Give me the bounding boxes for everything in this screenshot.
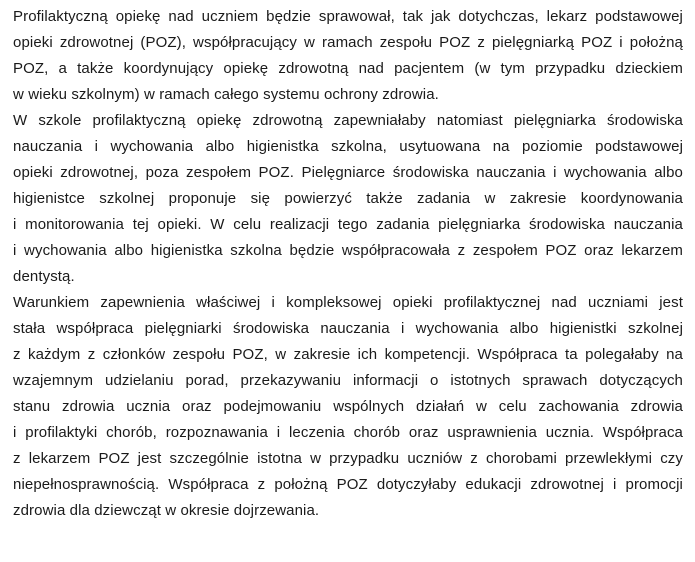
text-line: i monitorowania tej opieki. W celu realizacji tego zadania pielęgniarka środowiska nauczania <box>13 216 683 233</box>
text-line: POZ, a także koordynujący opiekę zdrowotną nad pacjentem (w tym przypadku dzieckiem <box>13 60 683 77</box>
text-line: Warunkiem zapewnienia właściwej i kompleksowej opieki profilaktycznej nad uczniami jest <box>13 294 683 311</box>
text-line: i profilaktyki chorób, rozpoznawania i leczenia chorób oraz usprawnienia ucznia. Współpraca <box>13 424 683 441</box>
text-line: i wychowania albo higienistka szkolna będzie współpracowała z zespołem POZ oraz lekarzem <box>13 242 683 259</box>
text-line: z każdym z członków zespołu POZ, w zakresie ich kompetencji. Współpraca ta polegałaby na <box>13 346 683 363</box>
text-line: stanu zdrowia ucznia oraz podejmowaniu wspólnych działań w celu zachowania zdrowia <box>13 398 683 415</box>
text-line: opieki zdrowotnej (POZ), współpracujący w ramach zespołu POZ z pielęgniarką POZ i położną <box>13 34 683 51</box>
text-line: z lekarzem POZ jest szczególnie istotna w przypadku uczniów z chorobami przewlekłymi czy <box>13 450 683 467</box>
text-line: W szkole profilaktyczną opiekę zdrowotną zapewniałaby natomiast pielęgniarka środowiska <box>13 112 683 129</box>
text-line: wzajemnym udzielaniu porad, przekazywaniu informacji o istotnych sprawach dotyczących <box>13 372 683 389</box>
text-line: zdrowia dla dziewcząt w okresie dojrzewania. <box>13 502 320 519</box>
text-line: nauczania i wychowania albo higienistka szkolna, usytuowana na poziomie podstawowej <box>13 138 683 155</box>
text-line: Profilaktyczną opiekę nad uczniem będzie sprawował, tak jak dotychczas, lekarz podstawowej <box>13 8 683 25</box>
text-line: higienistce szkolnej proponuje się powierzyć także zadania w zakresie koordynowania <box>13 190 683 207</box>
text-line: niepełnosprawnością. Współpraca z położną POZ dotyczyłaby edukacji zdrowotnej i promocji <box>13 476 683 493</box>
text-line: stała współpraca pielęgniarki środowiska nauczania i wychowania albo higienistki szkolnej <box>13 320 683 337</box>
text-line: dentystą. <box>13 268 75 285</box>
text-line: w wieku szkolnym) w ramach całego systemu ochrony zdrowia. <box>13 86 439 103</box>
text-line: opieki zdrowotnej, poza zespołem POZ. Pielęgniarce środowiska nauczania i wychowania albo <box>13 164 683 181</box>
